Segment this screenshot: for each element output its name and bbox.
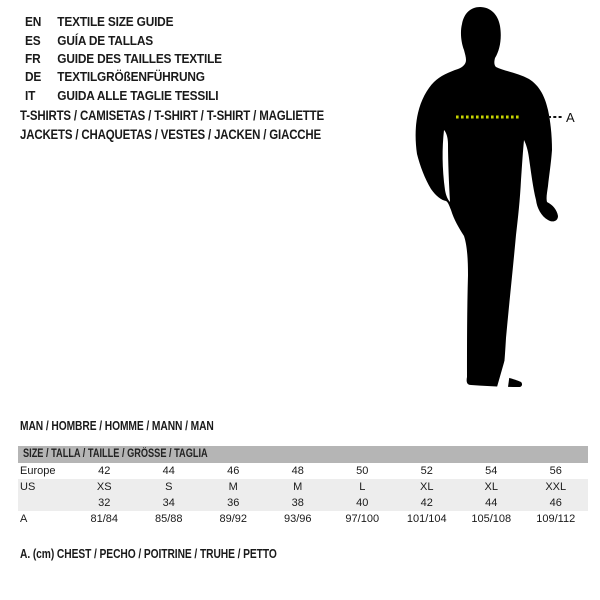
size-cell: L — [359, 481, 366, 493]
language-code: DE — [25, 70, 42, 85]
garment-categories — [20, 107, 324, 144]
size-cell: 105/108 — [471, 513, 512, 525]
language-list — [25, 13, 222, 105]
size-cell: 52 — [420, 465, 433, 477]
size-table-row — [18, 495, 588, 511]
size-cell: 46 — [227, 465, 240, 477]
size-cell: 101/104 — [406, 513, 447, 525]
size-cell: 42 — [420, 497, 433, 509]
size-cell: S — [165, 481, 173, 493]
category-tshirts: T-SHIRTS / CAMISETAS / T-SHIRT / T-SHIRT / MAGLIETTE — [20, 108, 324, 123]
size-table-body — [18, 463, 588, 527]
size-table — [18, 463, 588, 527]
size-table-row — [18, 511, 588, 527]
measurement-footnote: A. (cm) CHEST / PECHO / POITRINE / TRUHE / PETTO — [20, 547, 277, 561]
section-title: MAN / HOMBRE / HOMME / MANN / MAN — [20, 419, 214, 433]
size-cell: 46 — [549, 497, 562, 509]
size-cell: M — [293, 481, 303, 493]
size-cell: XXL — [545, 481, 567, 493]
language-row — [25, 68, 222, 86]
language-row — [25, 50, 222, 68]
row-label: Europe — [20, 465, 56, 477]
language-title: GUÍA DE TALLAS — [57, 33, 153, 48]
language-code: IT — [25, 88, 36, 103]
size-cell: XL — [484, 481, 498, 493]
language-code: ES — [25, 33, 41, 48]
size-cell: 48 — [291, 465, 304, 477]
size-cell: 44 — [162, 465, 175, 477]
size-cell: 40 — [356, 497, 369, 509]
category-jackets: JACKETS / CHAQUETAS / VESTES / JACKEN / GIACCHE — [20, 126, 322, 142]
language-row — [25, 13, 222, 31]
row-label: A — [20, 513, 28, 525]
size-table-header — [18, 446, 588, 463]
measure-label-a: A — [566, 110, 575, 125]
size-cell: XS — [96, 481, 112, 493]
man-figure — [400, 0, 600, 400]
size-table-section — [18, 446, 588, 527]
size-cell: 38 — [291, 497, 304, 509]
language-row — [25, 31, 222, 49]
size-cell: XL — [420, 481, 434, 493]
language-code: EN — [25, 15, 42, 30]
language-title: GUIDA ALLE TAGLIE TESSILI — [57, 88, 219, 103]
size-cell: 97/100 — [345, 513, 380, 525]
size-cell: 93/96 — [283, 513, 312, 525]
row-label: US — [20, 481, 36, 493]
language-title: TEXTILGRÖßENFÜHRUNG — [57, 70, 205, 85]
man-silhouette — [416, 7, 558, 387]
size-cell: 81/84 — [90, 513, 119, 525]
size-cell: 54 — [485, 465, 498, 477]
language-title: TEXTILE SIZE GUIDE — [57, 15, 174, 30]
size-cell: 85/88 — [154, 513, 183, 525]
size-cell: 89/92 — [219, 513, 248, 525]
size-cell: 36 — [227, 497, 240, 509]
language-code: FR — [25, 51, 41, 66]
size-cell: 50 — [356, 465, 369, 477]
size-cell: 56 — [549, 465, 562, 477]
size-cell: 44 — [485, 497, 498, 509]
size-cell: 34 — [162, 497, 175, 509]
language-title: GUIDE DES TAILLES TEXTILE — [57, 51, 222, 66]
size-table-header-label: SIZE / TALLA / TAILLE / GRÖSSE / TAGLIA — [23, 448, 208, 460]
size-cell: 109/112 — [536, 513, 576, 525]
size-cell: 42 — [98, 465, 111, 477]
size-cell: 32 — [98, 497, 111, 509]
row-label — [18, 495, 72, 511]
size-table-row — [18, 463, 588, 479]
language-row — [25, 87, 222, 105]
size-cell: M — [228, 481, 238, 493]
size-table-row — [18, 479, 588, 495]
